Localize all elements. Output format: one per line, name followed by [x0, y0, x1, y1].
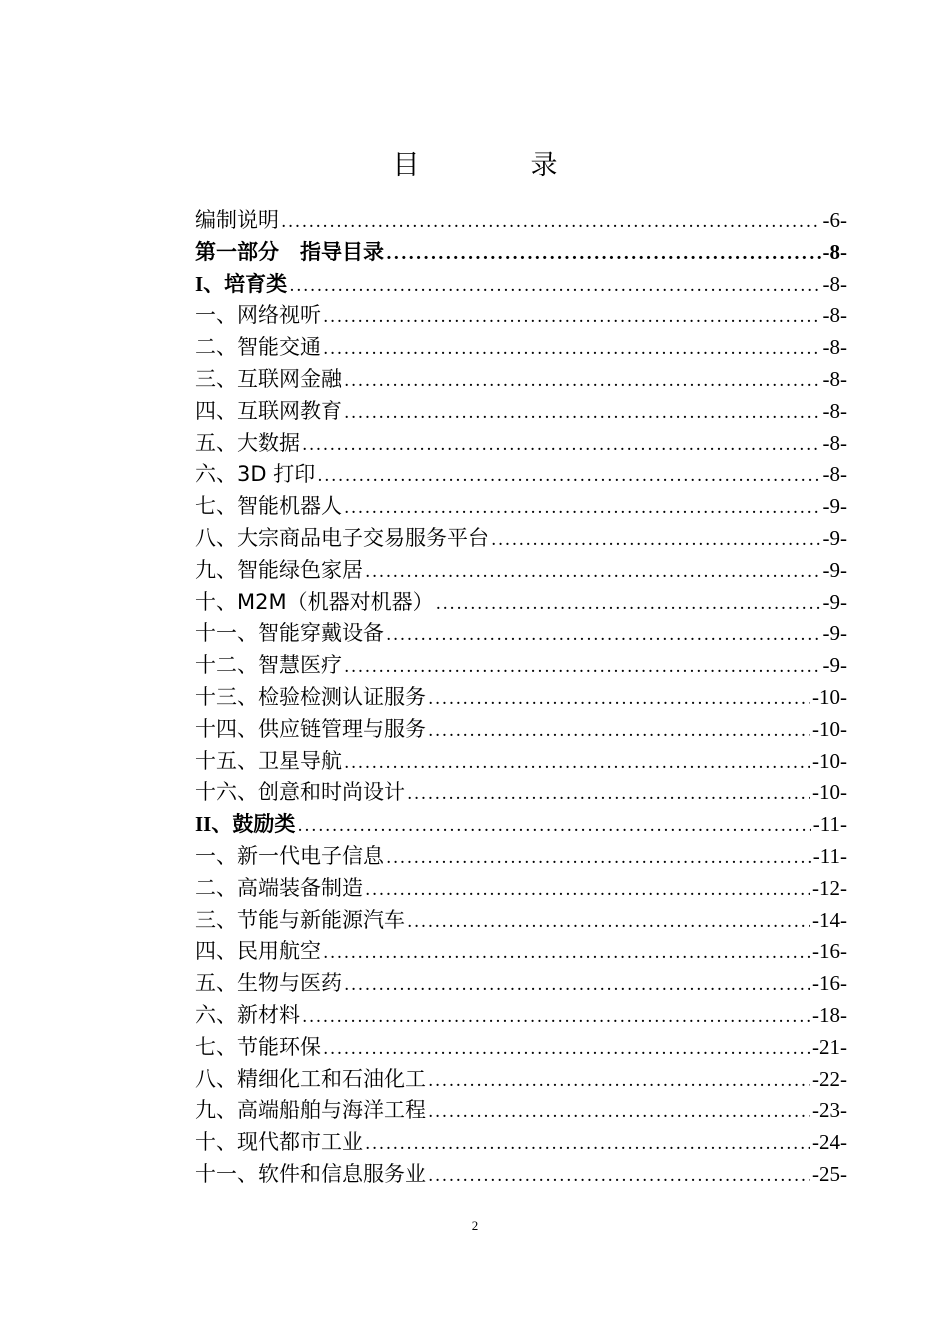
- toc-entry[interactable]: [195, 1032, 847, 1064]
- toc-entry[interactable]: [195, 269, 847, 301]
- toc-entry-label: 八、精细化工和石油化工: [195, 1066, 426, 1091]
- toc-dot-leader: [344, 398, 821, 430]
- toc-entry[interactable]: [195, 396, 847, 428]
- toc-entry[interactable]: [195, 809, 847, 841]
- toc-entry[interactable]: [195, 332, 847, 364]
- toc-entry-page: -9-: [822, 494, 847, 519]
- toc-dot-leader: [323, 302, 821, 334]
- toc-entry-page: -8-: [822, 271, 847, 296]
- toc-entry[interactable]: [195, 428, 847, 460]
- toc-entry-label: 十、M2M（机器对机器）: [195, 589, 434, 614]
- toc-entry-label: 十六、创意和时尚设计: [195, 780, 405, 805]
- toc-dot-leader: [428, 1066, 810, 1098]
- toc-entry[interactable]: [195, 746, 847, 778]
- toc-entry-label: I、培育类: [195, 271, 288, 296]
- toc-entry[interactable]: [195, 205, 847, 237]
- toc-entry-label: 三、互联网金融: [195, 366, 342, 391]
- toc-entry-page: -8-: [822, 239, 847, 264]
- toc-entry-label: 六、新材料: [195, 1002, 300, 1027]
- toc-entry-page: -18-: [812, 1002, 847, 1027]
- toc-entry-page: -9-: [822, 621, 847, 646]
- toc-entry-label: 九、智能绿色家居: [195, 557, 363, 582]
- toc-entry[interactable]: [195, 364, 847, 396]
- toc-dot-leader: [386, 620, 821, 652]
- toc-entry-page: -9-: [822, 589, 847, 614]
- toc-entry-label: 九、高端船舶与海洋工程: [195, 1098, 426, 1123]
- toc-entry[interactable]: [195, 968, 847, 1000]
- toc-entry-label: 一、新一代电子信息: [195, 843, 384, 868]
- toc-dot-leader: [365, 557, 821, 589]
- toc-entry-label: 十三、检验检测认证服务: [195, 684, 426, 709]
- toc-entry-page: -24-: [812, 1130, 847, 1155]
- toc-dot-leader: [344, 970, 810, 1002]
- toc-dot-leader: [407, 907, 810, 939]
- toc-entry-page: -22-: [812, 1066, 847, 1091]
- toc-entry-page: -25-: [812, 1161, 847, 1186]
- toc-dot-leader: [289, 271, 820, 303]
- toc-entry-page: -8-: [822, 335, 847, 360]
- toc-entry-page: -8-: [822, 366, 847, 391]
- toc-entry-label: 二、高端装备制造: [195, 875, 363, 900]
- toc-entry[interactable]: [195, 459, 847, 491]
- toc-entry[interactable]: [195, 905, 847, 937]
- toc-entry-page: -8-: [822, 430, 847, 455]
- toc-entry[interactable]: [195, 650, 847, 682]
- toc-entry[interactable]: [195, 777, 847, 809]
- toc-dot-leader: [365, 1129, 810, 1161]
- toc-entry-label: 七、节能环保: [195, 1034, 321, 1059]
- toc-entry-page: -21-: [812, 1034, 847, 1059]
- toc-entry-label: 八、大宗商品电子交易服务平台: [195, 525, 489, 550]
- toc-entry-label: 一、网络视听: [195, 303, 321, 328]
- toc-entry-page: -6-: [822, 208, 847, 232]
- toc-entry-label: 五、大数据: [195, 430, 300, 455]
- toc-entry[interactable]: [195, 523, 847, 555]
- toc-entry-label: 十四、供应链管理与服务: [195, 716, 426, 741]
- toc-dot-leader: [302, 1002, 810, 1034]
- toc-entry-label: 十五、卫星导航: [195, 748, 342, 773]
- toc-entry-label: 五、生物与医药: [195, 971, 342, 996]
- toc-entry-page: -10-: [812, 716, 847, 741]
- toc-entry-label: 二、智能交通: [195, 335, 321, 360]
- toc-entry-label: 第一部分 指导目录: [195, 239, 384, 264]
- toc-dot-leader: [323, 1034, 810, 1066]
- toc-entry-page: -8-: [822, 462, 847, 487]
- toc-dot-leader: [407, 779, 810, 811]
- toc-dot-leader: [436, 589, 821, 621]
- toc-entry-page: -8-: [822, 303, 847, 328]
- toc-entry-page: -14-: [812, 907, 847, 932]
- toc-entry-page: -23-: [812, 1098, 847, 1123]
- toc-entry[interactable]: [195, 1159, 847, 1191]
- toc-entry-label: 七、智能机器人: [195, 494, 342, 519]
- toc-entry-page: -11-: [812, 812, 847, 837]
- toc-dot-leader: [386, 843, 811, 875]
- toc-entry-label: 十一、智能穿戴设备: [195, 621, 384, 646]
- toc-entry[interactable]: [195, 682, 847, 714]
- toc-entry-label: II、鼓励类: [195, 812, 296, 837]
- toc-entry[interactable]: [195, 491, 847, 523]
- toc-dot-leader: [428, 1097, 810, 1129]
- page-title: 目 录: [392, 150, 600, 181]
- toc-entry[interactable]: [195, 1127, 847, 1159]
- toc-entry-label: 四、互联网教育: [195, 398, 342, 423]
- toc-entry-page: -10-: [812, 684, 847, 709]
- toc-dot-leader: [344, 652, 821, 684]
- toc-entry-page: -8-: [822, 398, 847, 423]
- toc-dot-leader: [317, 461, 820, 493]
- toc-entry-label: 四、民用航空: [195, 939, 321, 964]
- toc-entry[interactable]: [195, 618, 847, 650]
- toc-entry-page: -11-: [812, 843, 847, 868]
- toc-dot-leader: [428, 1161, 810, 1193]
- toc-entry-page: -9-: [822, 557, 847, 582]
- toc-dot-leader: [323, 938, 810, 970]
- toc-entry[interactable]: [195, 300, 847, 332]
- toc-entry-label: 三、节能与新能源汽车: [195, 907, 405, 932]
- toc-entry-label: 六、3D 打印: [195, 462, 316, 487]
- toc-dot-leader: [323, 334, 821, 366]
- toc-dot-leader: [302, 430, 821, 462]
- toc-entry-page: -10-: [812, 780, 847, 805]
- toc-entry-page: -9-: [822, 525, 847, 550]
- table-of-contents: [195, 205, 847, 1191]
- toc-entry-page: -10-: [812, 748, 847, 773]
- toc-dot-leader: [344, 493, 821, 525]
- toc-entry-label: 十一、软件和信息服务业: [195, 1161, 426, 1186]
- toc-dot-leader: [281, 207, 821, 239]
- toc-entry-page: -16-: [812, 971, 847, 996]
- toc-entry[interactable]: [195, 1095, 847, 1127]
- toc-entry-label: 十二、智慧医疗: [195, 653, 342, 678]
- toc-entry-page: -12-: [812, 875, 847, 900]
- toc-dot-leader: [491, 525, 821, 557]
- toc-dot-leader: [297, 811, 810, 843]
- toc-entry-page: -16-: [812, 939, 847, 964]
- toc-dot-leader: [344, 748, 810, 780]
- toc-entry-label: 编制说明: [195, 208, 279, 232]
- toc-entry[interactable]: [195, 1000, 847, 1032]
- toc-entry[interactable]: [195, 555, 847, 587]
- toc-dot-leader: [428, 684, 810, 716]
- toc-entry-page: -9-: [822, 653, 847, 678]
- page-number: 2: [471, 1218, 479, 1233]
- toc-dot-leader: [365, 875, 810, 907]
- toc-entry[interactable]: [195, 841, 847, 873]
- toc-dot-leader: [386, 239, 821, 271]
- toc-entry[interactable]: [195, 714, 847, 746]
- toc-entry-label: 十、现代都市工业: [195, 1130, 363, 1155]
- toc-entry[interactable]: [195, 1064, 847, 1096]
- toc-dot-leader: [428, 716, 810, 748]
- toc-dot-leader: [344, 366, 821, 398]
- toc-entry[interactable]: [195, 587, 847, 619]
- toc-entry[interactable]: [195, 936, 847, 968]
- toc-entry[interactable]: [195, 873, 847, 905]
- toc-entry[interactable]: [195, 237, 847, 269]
